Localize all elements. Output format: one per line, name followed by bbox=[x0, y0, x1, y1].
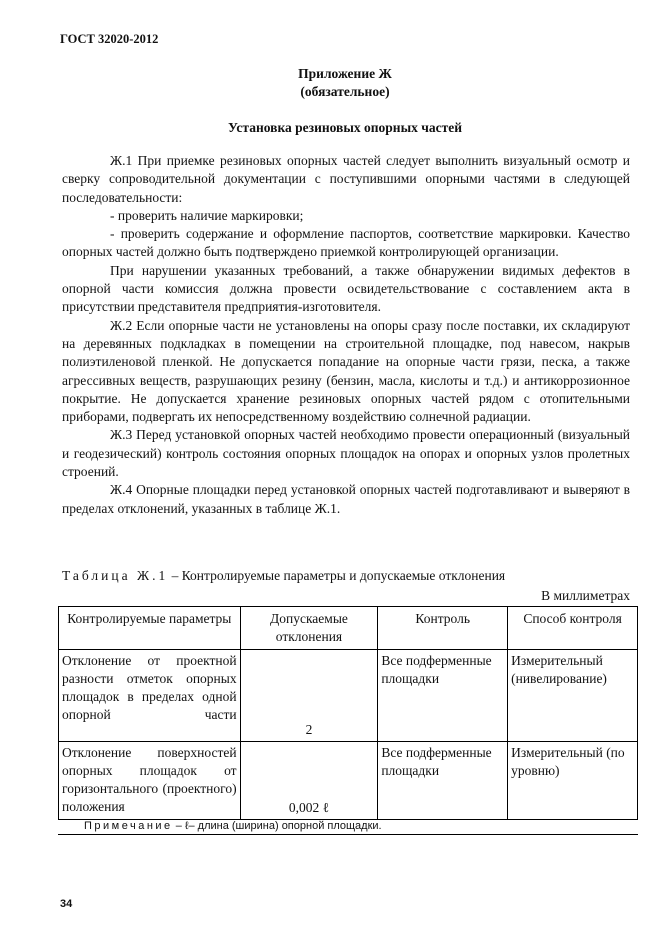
table-cell-method: Измерительный (нивелирование) bbox=[508, 650, 638, 742]
paragraph-violations: При нарушении указанных требований, а также обнаружении видимых дефектов в опорной части комиссия должна провести освидетельствование с составлением акта в присутствии представителя предприятия-изготовителя. bbox=[62, 262, 630, 315]
table-units: В миллиметрах bbox=[541, 588, 630, 603]
appendix-status: (обязательное) bbox=[300, 84, 390, 99]
column-header-method: Способ контроля bbox=[508, 607, 638, 650]
table-caption-text: Контролируемые параметры и допускаемые отклонения bbox=[181, 568, 506, 583]
note-dash: – bbox=[175, 820, 182, 832]
note-bottom-rule bbox=[58, 834, 638, 835]
paragraph-zh4: Ж.4 Опорные площадки перед установкой опорных частей подготавливают и выверяют в пределах отклонений, указанных в таблице Ж.1. bbox=[62, 482, 630, 516]
paragraph-zh1: Ж.1 При приемке резиновых опорных частей следует выполнить визуальный осмотр и сверку сопроводительной документации с поступившими опорными частями в следующей последовательности: bbox=[62, 153, 630, 205]
document-code: ГОСТ 32020-2012 bbox=[60, 32, 159, 46]
parameters-table bbox=[58, 606, 638, 820]
table-cell-parameter: Отклонение поверхностей опорных площадок от горизонтального (проектного) положения bbox=[59, 742, 241, 820]
column-header-parameters: Контролируемые параметры bbox=[59, 607, 241, 650]
paragraph-zh3: Ж.3 Перед установкой опорных частей необходимо провести операционный (визуальный и геодезический) контроль состояния опорных площадок на опорах и опорных узлов пролетных строений. bbox=[62, 427, 630, 480]
column-header-control: Контроль bbox=[378, 607, 508, 650]
table-row bbox=[59, 742, 638, 820]
note-label: Примечание bbox=[84, 820, 173, 832]
table-cell-parameter: Отклонение от проектной разности отметок опорных площадок в пределах одной опорной части bbox=[59, 650, 241, 742]
table-note bbox=[84, 820, 382, 832]
table-cell-control: Все подферменные площадки bbox=[378, 742, 508, 820]
table-caption bbox=[62, 568, 632, 584]
appendix-title: Приложение Ж bbox=[298, 66, 392, 81]
column-header-deviations: Допускаемые отклонения bbox=[240, 607, 378, 650]
body-text bbox=[62, 152, 630, 518]
table-cell-deviation: 0,002 ℓ bbox=[240, 742, 378, 820]
note-text: ℓ– длина (ширина) опорной площадки. bbox=[184, 820, 382, 832]
table-caption-label: Таблица Ж.1 bbox=[62, 568, 169, 583]
list-item: - проверить наличие маркировки; bbox=[110, 207, 304, 223]
list-item: - проверить содержание и оформление паспортов, соответствие маркировки. Качество опорных частей должно быть подтверждено приемкой контролирующей организации. bbox=[62, 226, 630, 260]
table-header-row bbox=[59, 607, 638, 650]
table-row bbox=[59, 650, 638, 742]
paragraph-zh2: Ж.2 Если опорные части не установлены на опоры сразу после поставки, их складируют на деревянных подкладках в помещении на строительной площадке, под навесом, накрыв полиэтиленовой пленкой. Не допускается попадание на опорные части грязи, песка, а также агрессивных веществ, разрушающих резину (бензин, масла, кислоты и т.д.) и антикоррозионное покрытие. Не допускается хранение резиновых опорных частей рядом с отопительными приборами, подвергать их непосредственному воздействию солнечной радиации. bbox=[62, 317, 630, 425]
table-cell-deviation: 2 bbox=[240, 650, 378, 742]
appendix-heading: Установка резиновых опорных частей bbox=[227, 120, 462, 135]
table-cell-method: Измерительный (по уровню) bbox=[508, 742, 638, 820]
table-caption-dash: – bbox=[171, 568, 179, 583]
page-number: 34 bbox=[60, 898, 73, 910]
table-cell-control: Все подферменные площадки bbox=[378, 650, 508, 742]
